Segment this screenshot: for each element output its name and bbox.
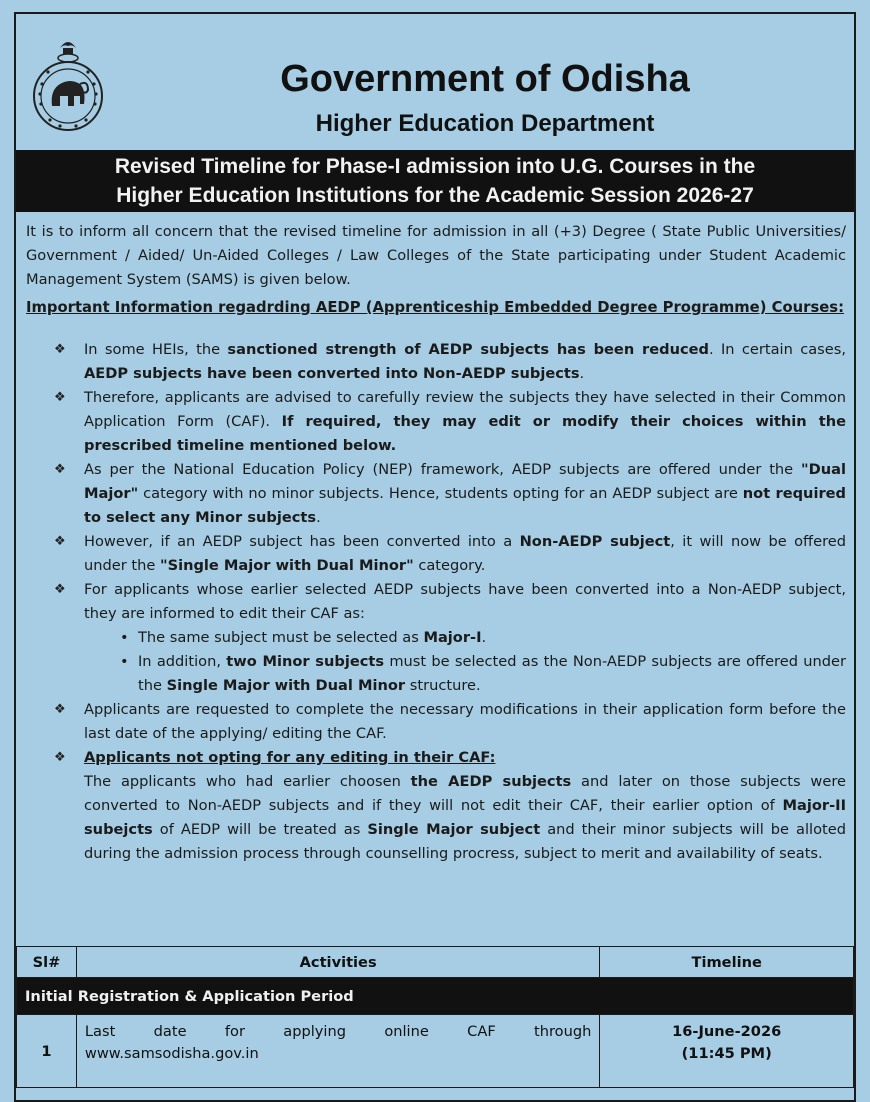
header-timeline: Timeline bbox=[600, 947, 854, 978]
table-row bbox=[17, 1015, 854, 1088]
word: online bbox=[384, 1023, 429, 1040]
text: In some HEIs, the bbox=[84, 341, 228, 358]
activity-line-2: www.samsodisha.gov.in bbox=[84, 1045, 259, 1062]
bold-text: Non-AEDP subject bbox=[519, 533, 671, 550]
banner-line-1: Revised Timeline for Phase-I admission into U.G. Courses in the bbox=[114, 155, 756, 178]
dot-bullet-icon: • bbox=[120, 629, 129, 646]
diamond-bullet-icon: ❖ bbox=[54, 390, 66, 405]
word: CAF bbox=[467, 1023, 496, 1040]
table-section-row bbox=[17, 978, 854, 1015]
notice-header bbox=[16, 14, 854, 150]
section-label: Initial Registration & Application Period bbox=[17, 978, 854, 1015]
text: structure. bbox=[405, 677, 481, 694]
text: must be selected as the Non-AEDP subjects are offered under the bbox=[138, 653, 846, 694]
row-timeline bbox=[600, 1015, 854, 1088]
timeline-date: 16-June-2026 bbox=[672, 1023, 782, 1040]
bold-text: AEDP subjects have been converted into Non-AEDP subjects bbox=[84, 365, 580, 382]
text: For applicants whose earlier selected AEDP subjects have been converted into a Non-AEDP subject, they are informed to edit their CAF as: bbox=[84, 581, 846, 622]
row-activity bbox=[76, 1015, 599, 1088]
header-activities: Activities bbox=[76, 947, 599, 978]
diamond-bullet-icon: ❖ bbox=[54, 342, 66, 357]
activity-line-1 bbox=[85, 1021, 591, 1043]
text: Applicants are requested to complete the necessary modifications in their application form before the last date of the applying/ editing the CAF. bbox=[84, 701, 846, 742]
bold-text: the AEDP subjects bbox=[410, 773, 572, 790]
dot-bullet-icon: • bbox=[120, 653, 129, 670]
word: through bbox=[534, 1023, 592, 1040]
text: As per the National Education Policy (NEP) framework, AEDP subjects are offered under the bbox=[84, 461, 802, 478]
odisha-emblem-icon bbox=[30, 34, 106, 134]
department-title: Higher Education Department bbox=[315, 110, 655, 137]
bold-text: Single Major with Dual Minor bbox=[166, 677, 406, 694]
timeline-table bbox=[16, 946, 854, 1088]
bullet-item bbox=[26, 338, 846, 386]
bullet-heading: Applicants not opting for any editing in their CAF: bbox=[84, 749, 496, 766]
table-header-row bbox=[17, 947, 854, 978]
bullet-item bbox=[26, 698, 846, 746]
timeline-time: (11:45 PM) bbox=[681, 1045, 772, 1062]
bold-text: "Dual Major" bbox=[84, 461, 846, 502]
banner-line-2: Higher Education Institutions for the Academic Session 2026-27 bbox=[116, 184, 754, 207]
notice-banner bbox=[16, 150, 854, 212]
sub-bullet-item bbox=[114, 626, 846, 650]
diamond-bullet-icon: ❖ bbox=[54, 582, 66, 597]
text: The same subject must be selected as bbox=[138, 629, 424, 646]
important-heading: Important Information regadrding AEDP (Apprenticeship Embedded Degree Programme) Courses: bbox=[26, 299, 845, 316]
text: , it will now be offered under the bbox=[84, 533, 847, 574]
bullet-item bbox=[26, 386, 846, 458]
bold-text: Major-I bbox=[423, 629, 482, 646]
bold-text: Major-II subejcts bbox=[84, 797, 846, 838]
diamond-bullet-icon: ❖ bbox=[54, 750, 66, 765]
word: date bbox=[153, 1023, 187, 1040]
text: However, if an AEDP subject has been converted into a bbox=[84, 533, 520, 550]
bold-text: not required to select any Minor subjects bbox=[84, 485, 846, 526]
text: and later on those subjects were converted to Non-AEDP subjects and if they will not edit their CAF, their earlier option of bbox=[84, 773, 846, 814]
text: . bbox=[316, 509, 321, 526]
bold-text: If required, they may edit or modify their choices within the prescribed timeline mentioned below. bbox=[84, 413, 846, 454]
sub-bullet-item bbox=[114, 650, 846, 698]
bold-text: two Minor subjects bbox=[226, 653, 385, 670]
text: and their minor subjects will be alloted during the admission process through counselling procress, subject to merit and availability of seats. bbox=[84, 821, 846, 862]
info-bullet-list bbox=[26, 338, 846, 866]
word: for bbox=[224, 1023, 245, 1040]
bold-text: "Single Major with Dual Minor" bbox=[159, 557, 414, 574]
intro-paragraph: It is to inform all concern that the revised timeline for admission in all (+3) Degree ( State Public Universities/ Government / Aided/ Un-Aided Colleges / Law Colleges of the State participating under Student Academic Management System (SAMS) is given below. bbox=[26, 223, 846, 288]
bullet-item bbox=[26, 458, 846, 530]
sub-bullet-list bbox=[84, 626, 846, 698]
bullet-item bbox=[26, 746, 846, 866]
text: The applicants who had earlier choosen bbox=[84, 773, 411, 790]
government-title: Government of Odisha bbox=[280, 58, 690, 100]
bullet-item bbox=[26, 530, 846, 578]
text: . bbox=[481, 629, 487, 646]
word: applying bbox=[283, 1023, 346, 1040]
text: category with no minor subjects. Hence, students opting for an AEDP subject are bbox=[138, 485, 743, 502]
diamond-bullet-icon: ❖ bbox=[54, 462, 66, 477]
bold-text: sanctioned strength of AEDP subjects has been reduced bbox=[227, 341, 709, 358]
row-sl: 1 bbox=[17, 1015, 77, 1088]
text: category. bbox=[413, 557, 486, 574]
bold-text: Single Major subject bbox=[367, 821, 541, 838]
diamond-bullet-icon: ❖ bbox=[54, 534, 66, 549]
text: Therefore, applicants are advised to carefully review the subjects they have selected in their Common Application Form (CAF). bbox=[84, 389, 846, 430]
bullet-item bbox=[26, 578, 846, 698]
text: of AEDP will be treated as bbox=[152, 821, 368, 838]
text: . bbox=[579, 365, 585, 382]
word: Last bbox=[84, 1023, 116, 1040]
notice-content bbox=[26, 220, 846, 866]
header-sl: Sl# bbox=[17, 947, 77, 978]
text: In addition, bbox=[138, 653, 227, 670]
text: . In certain cases, bbox=[708, 341, 846, 358]
diamond-bullet-icon: ❖ bbox=[54, 702, 66, 717]
